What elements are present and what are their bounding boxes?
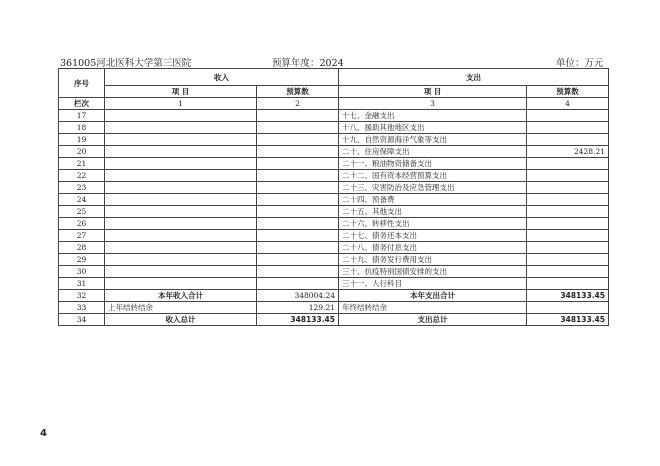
income-amount xyxy=(257,194,339,206)
income-amount xyxy=(257,278,339,290)
table-row-grand-total xyxy=(59,314,609,326)
table-row xyxy=(59,242,609,254)
expense-amount xyxy=(527,182,609,194)
row-seq: 29 xyxy=(59,254,105,266)
row-seq: 25 xyxy=(59,206,105,218)
expense-item: 二十二、国有资本经营预算支出 xyxy=(339,170,527,182)
table-row xyxy=(59,122,609,134)
budget-table xyxy=(58,68,609,326)
income-amount: 348133.45 xyxy=(257,314,339,326)
expense-amount: 348133.45 xyxy=(527,314,609,326)
income-item: 上年结转结余 xyxy=(105,302,257,314)
expense-amount: 2428.21 xyxy=(527,146,609,158)
table-row xyxy=(59,254,609,266)
table-row xyxy=(59,206,609,218)
expense-item: 十七、金融支出 xyxy=(339,110,527,122)
expense-amount xyxy=(527,170,609,182)
expense-item: 三十、抗疫特别国债安排的支出 xyxy=(339,266,527,278)
row-seq: 20 xyxy=(59,146,105,158)
unit-label: 单位：万元 xyxy=(556,58,604,69)
expense-amount: 348133.45 xyxy=(527,290,609,302)
expense-item: 本年支出合计 xyxy=(339,290,527,302)
expense-amount xyxy=(527,158,609,170)
row-seq: 23 xyxy=(59,182,105,194)
header-row-columns xyxy=(59,86,609,98)
budget-year: 预算年度：2024 xyxy=(272,58,344,69)
expense-item-header: 项 目 xyxy=(339,86,527,98)
expense-item: 十九、自然资源海洋气象等支出 xyxy=(339,134,527,146)
income-budget-header: 预算数 xyxy=(257,86,339,98)
col-number: 3 xyxy=(339,98,527,110)
table-row xyxy=(59,134,609,146)
expense-amount xyxy=(527,110,609,122)
table-row xyxy=(59,146,609,158)
row-seq: 33 xyxy=(59,302,105,314)
seq-header: 序号 xyxy=(59,69,105,98)
row-seq: 19 xyxy=(59,134,105,146)
expense-item: 二十五、其他支出 xyxy=(339,206,527,218)
organization-name: 361005河北医科大学第三医院 xyxy=(60,58,192,69)
expense-amount xyxy=(527,218,609,230)
income-amount: 348004.24 xyxy=(257,290,339,302)
table-row xyxy=(59,110,609,122)
income-item-header: 项 目 xyxy=(105,86,257,98)
expense-amount xyxy=(527,206,609,218)
table-row-income-total xyxy=(59,290,609,302)
income-amount xyxy=(257,146,339,158)
expense-amount xyxy=(527,242,609,254)
expense-item: 二十七、债务还本支出 xyxy=(339,230,527,242)
income-amount xyxy=(257,110,339,122)
expense-budget-header: 预算数 xyxy=(527,86,609,98)
table-row xyxy=(59,194,609,206)
col-number: 4 xyxy=(527,98,609,110)
income-item xyxy=(105,278,257,290)
income-item: 本年收入合计 xyxy=(105,290,257,302)
income-item: 收入总计 xyxy=(105,314,257,326)
income-amount: 129.21 xyxy=(257,302,339,314)
income-amount xyxy=(257,158,339,170)
column-number-row xyxy=(59,98,609,110)
expense-amount xyxy=(527,278,609,290)
income-item xyxy=(105,170,257,182)
expense-amount xyxy=(527,254,609,266)
income-amount xyxy=(257,206,339,218)
expense-item: 二十、住房保障支出 xyxy=(339,146,527,158)
expense-item: 二十八、债务付息支出 xyxy=(339,242,527,254)
table-row xyxy=(59,266,609,278)
income-item xyxy=(105,230,257,242)
income-amount xyxy=(257,242,339,254)
expense-item: 二十三、灾害防治及应急管理支出 xyxy=(339,182,527,194)
income-item xyxy=(105,122,257,134)
table-row xyxy=(59,230,609,242)
income-item xyxy=(105,194,257,206)
table-row xyxy=(59,170,609,182)
row-seq: 26 xyxy=(59,218,105,230)
page-number: 4 xyxy=(40,428,47,439)
table-row-carryover xyxy=(59,302,609,314)
expense-section-header: 支出 xyxy=(339,69,609,86)
table-row xyxy=(59,278,609,290)
row-seq: 24 xyxy=(59,194,105,206)
income-item xyxy=(105,134,257,146)
table-row xyxy=(59,218,609,230)
income-amount xyxy=(257,134,339,146)
expense-amount xyxy=(527,230,609,242)
income-item xyxy=(105,110,257,122)
expense-item: 十八、援助其他地区支出 xyxy=(339,122,527,134)
expense-item: 二十九、债务发行费用支出 xyxy=(339,254,527,266)
row-seq: 21 xyxy=(59,158,105,170)
expense-item: 二十六、转移性支出 xyxy=(339,218,527,230)
expense-item: 二十一、粮油物资储备支出 xyxy=(339,158,527,170)
expense-amount xyxy=(527,194,609,206)
income-section-header: 收入 xyxy=(105,69,339,86)
income-amount xyxy=(257,122,339,134)
expense-amount xyxy=(527,122,609,134)
income-item xyxy=(105,158,257,170)
expense-amount xyxy=(527,302,609,314)
row-seq: 30 xyxy=(59,266,105,278)
row-seq: 22 xyxy=(59,170,105,182)
row-seq: 32 xyxy=(59,290,105,302)
income-item xyxy=(105,218,257,230)
col-number: 1 xyxy=(105,98,257,110)
income-item xyxy=(105,206,257,218)
income-amount xyxy=(257,218,339,230)
expense-amount xyxy=(527,266,609,278)
expense-item: 支出总计 xyxy=(339,314,527,326)
income-item xyxy=(105,146,257,158)
row-seq: 34 xyxy=(59,314,105,326)
table-row xyxy=(59,158,609,170)
income-amount xyxy=(257,266,339,278)
income-item xyxy=(105,266,257,278)
table-row xyxy=(59,182,609,194)
row-seq: 18 xyxy=(59,122,105,134)
row-seq: 28 xyxy=(59,242,105,254)
income-item xyxy=(105,254,257,266)
expense-item: 年终结转结余 xyxy=(339,302,527,314)
income-amount xyxy=(257,254,339,266)
row-label-header: 栏次 xyxy=(59,98,105,110)
col-number: 2 xyxy=(257,98,339,110)
income-item xyxy=(105,182,257,194)
row-seq: 27 xyxy=(59,230,105,242)
row-seq: 31 xyxy=(59,278,105,290)
expense-item: 三十一、人行科目 xyxy=(339,278,527,290)
expense-amount xyxy=(527,134,609,146)
header-row-sections xyxy=(59,69,609,86)
income-amount xyxy=(257,170,339,182)
income-item xyxy=(105,242,257,254)
row-seq: 17 xyxy=(59,110,105,122)
income-amount xyxy=(257,182,339,194)
expense-item: 二十四、预备费 xyxy=(339,194,527,206)
income-amount xyxy=(257,230,339,242)
